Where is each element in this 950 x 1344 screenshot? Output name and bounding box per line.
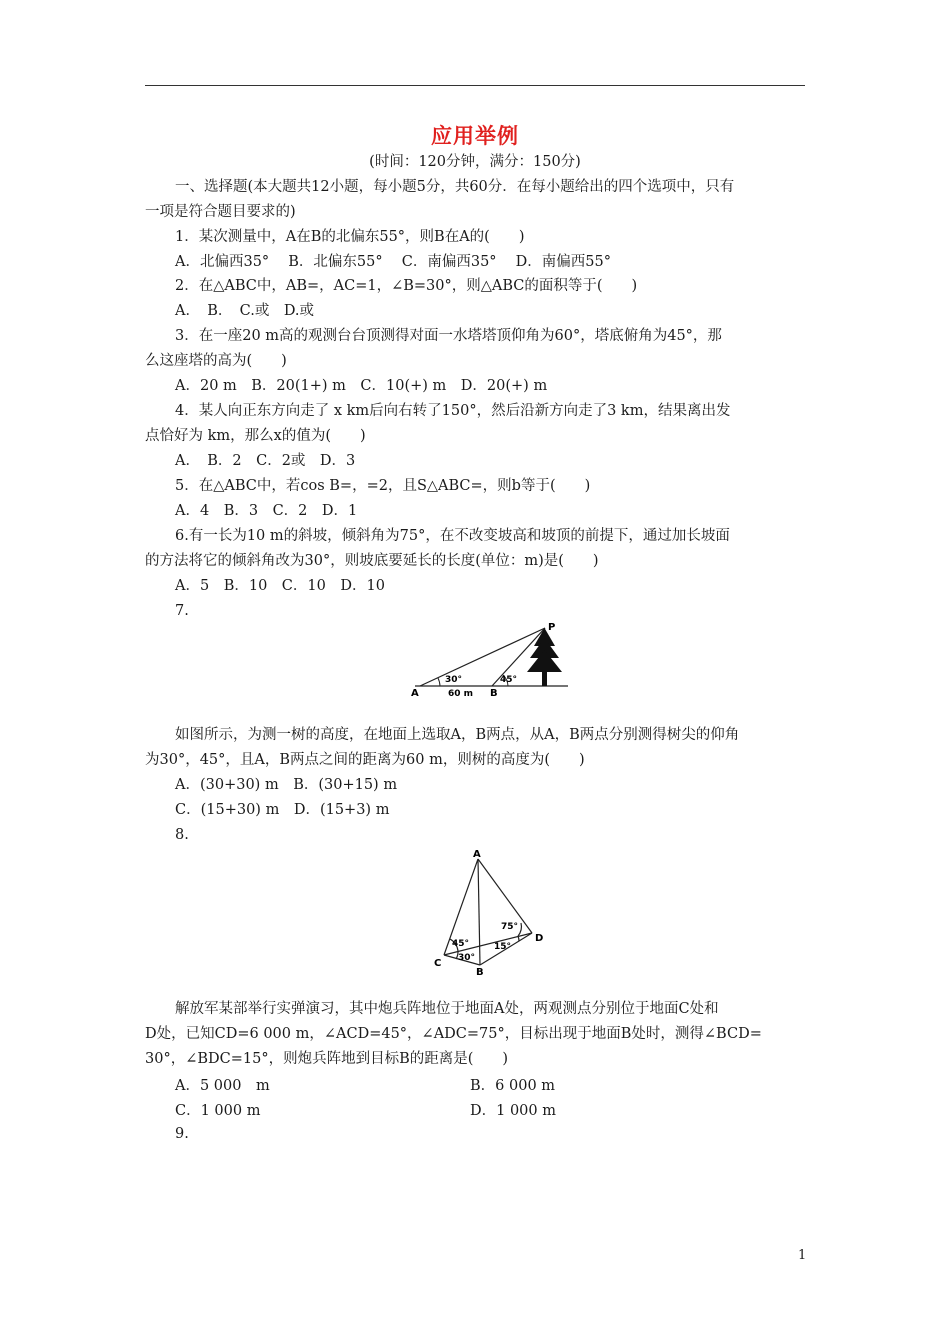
q2-options: A． B． C.或 D.或 (175, 303, 315, 319)
q4-options: A． B．2 C．2或 D．3 (175, 453, 356, 469)
label-angle-b: 45° (500, 675, 518, 685)
q8-number: 8. (175, 827, 189, 843)
q3-stem-line2: 么这座塔的高为( ) (145, 353, 287, 369)
q1-stem: 1．某次测量中，A在B的北偏东55°，则B在A的( ) (175, 229, 525, 245)
label-angle-30: 30° (458, 953, 476, 963)
q8-option-d: D．1 000 m (470, 1103, 556, 1119)
q1-options: A．北偏西35° B．北偏东55° C．南偏西35° D．南偏西55° (175, 254, 611, 270)
label-d: D (535, 933, 544, 944)
section-heading-line1: 一、选择题(本大题共12小题，每小题5分，共60分．在每小题给出的四个选项中，只有 (175, 179, 735, 195)
label-angle-45: 45° (452, 939, 470, 949)
q2-stem: 2．在△ABC中，AB=，AC=1，∠B=30°，则△ABC的面积等于( ) (175, 278, 638, 294)
angle-arc-a (438, 678, 440, 686)
label-b: B (476, 967, 484, 977)
q8-triangulation-figure (428, 845, 553, 977)
q3-options: A．20 m B．20(1+) m C．10(+) m D．20(+) m (175, 378, 548, 394)
label-angle-a: 30° (445, 675, 463, 685)
edge-ab (478, 859, 480, 965)
label-distance: 60 m (448, 689, 474, 699)
label-a: A (473, 849, 481, 860)
label-angle-75: 75° (501, 922, 519, 932)
q7-tree-figure (410, 620, 570, 700)
q7-number: 7. (175, 603, 189, 619)
arc-15 (518, 936, 519, 941)
q4-stem-line2: 点恰好为 km，那么x的值为( ) (145, 428, 366, 444)
tree-icon (527, 628, 562, 686)
q8-stem-line1: 解放军某部举行实弹演习，其中炮兵阵地位于地面A处，两观测点分别位于地面C处和 (175, 1001, 719, 1017)
label-p: P (548, 622, 556, 633)
q7-options-ab: A．(30+30) m B．(30+15) m (175, 777, 398, 793)
header-rule (145, 85, 805, 86)
page-title: 应用举例 (431, 123, 519, 148)
label-b: B (490, 688, 498, 699)
q6-stem-line1: 6.有一长为10 m的斜坡，倾斜角为75°，在不改变坡高和坡顶的前提下，通过加长坡面 (175, 528, 730, 544)
q9-number: 9. (175, 1126, 189, 1142)
q8-option-b: B．6 000 m (470, 1078, 556, 1094)
q7-stem-line1: 如图所示，为测一树的高度，在地面上选取A，B两点，从A，B两点分别测得树尖的仰角 (175, 727, 740, 743)
q5-stem: 5．在△ABC中，若cos B=，=2，且S△ABC=，则b等于( ) (175, 478, 591, 494)
q3-stem-line1: 3．在一座20 m高的观测台台顶测得对面一水塔塔顶仰角为60°，塔底俯角为45°，那 (175, 328, 722, 344)
q6-options: A．5 B．10 C．10 D．10 (175, 578, 385, 594)
label-c: C (434, 958, 442, 969)
section-heading-line2: 一项是符合题目要求的) (145, 204, 296, 220)
q8-stem-line3: 30°，∠BDC=15°，则炮兵阵地到目标B的距离是( ) (145, 1051, 509, 1067)
q8-option-a: A．5 000 m (175, 1078, 270, 1094)
label-angle-15: 15° (494, 942, 512, 952)
label-a: A (411, 688, 419, 699)
q4-stem-line1: 4．某人向正东方向走了 x km后向右转了150°，然后沿新方向走了3 km，结果离出发 (175, 403, 731, 419)
q6-stem-line2: 的方法将它的倾斜角改为30°，则坡底要延长的长度(单位：m)是( ) (145, 553, 599, 569)
page-subtitle: (时间：120分钟，满分：150分) (369, 154, 581, 170)
page-number: 1 (798, 1248, 807, 1263)
q8-stem-line2: D处，已知CD=6 000 m，∠ACD=45°，∠ADC=75°，目标出现于地面B处时，测得∠BCD= (145, 1026, 762, 1042)
q8-option-c: C．1 000 m (175, 1103, 261, 1119)
q7-stem-line2: 为30°，45°，且A，B两点之间的距离为60 m，则树的高度为( ) (145, 752, 585, 768)
arc-75 (518, 923, 521, 936)
sightline-from-a (420, 628, 545, 686)
q7-options-cd: C．(15+30) m D．(15+3) m (175, 802, 390, 818)
q5-options: A．4 B．3 C．2 D．1 (175, 503, 358, 519)
